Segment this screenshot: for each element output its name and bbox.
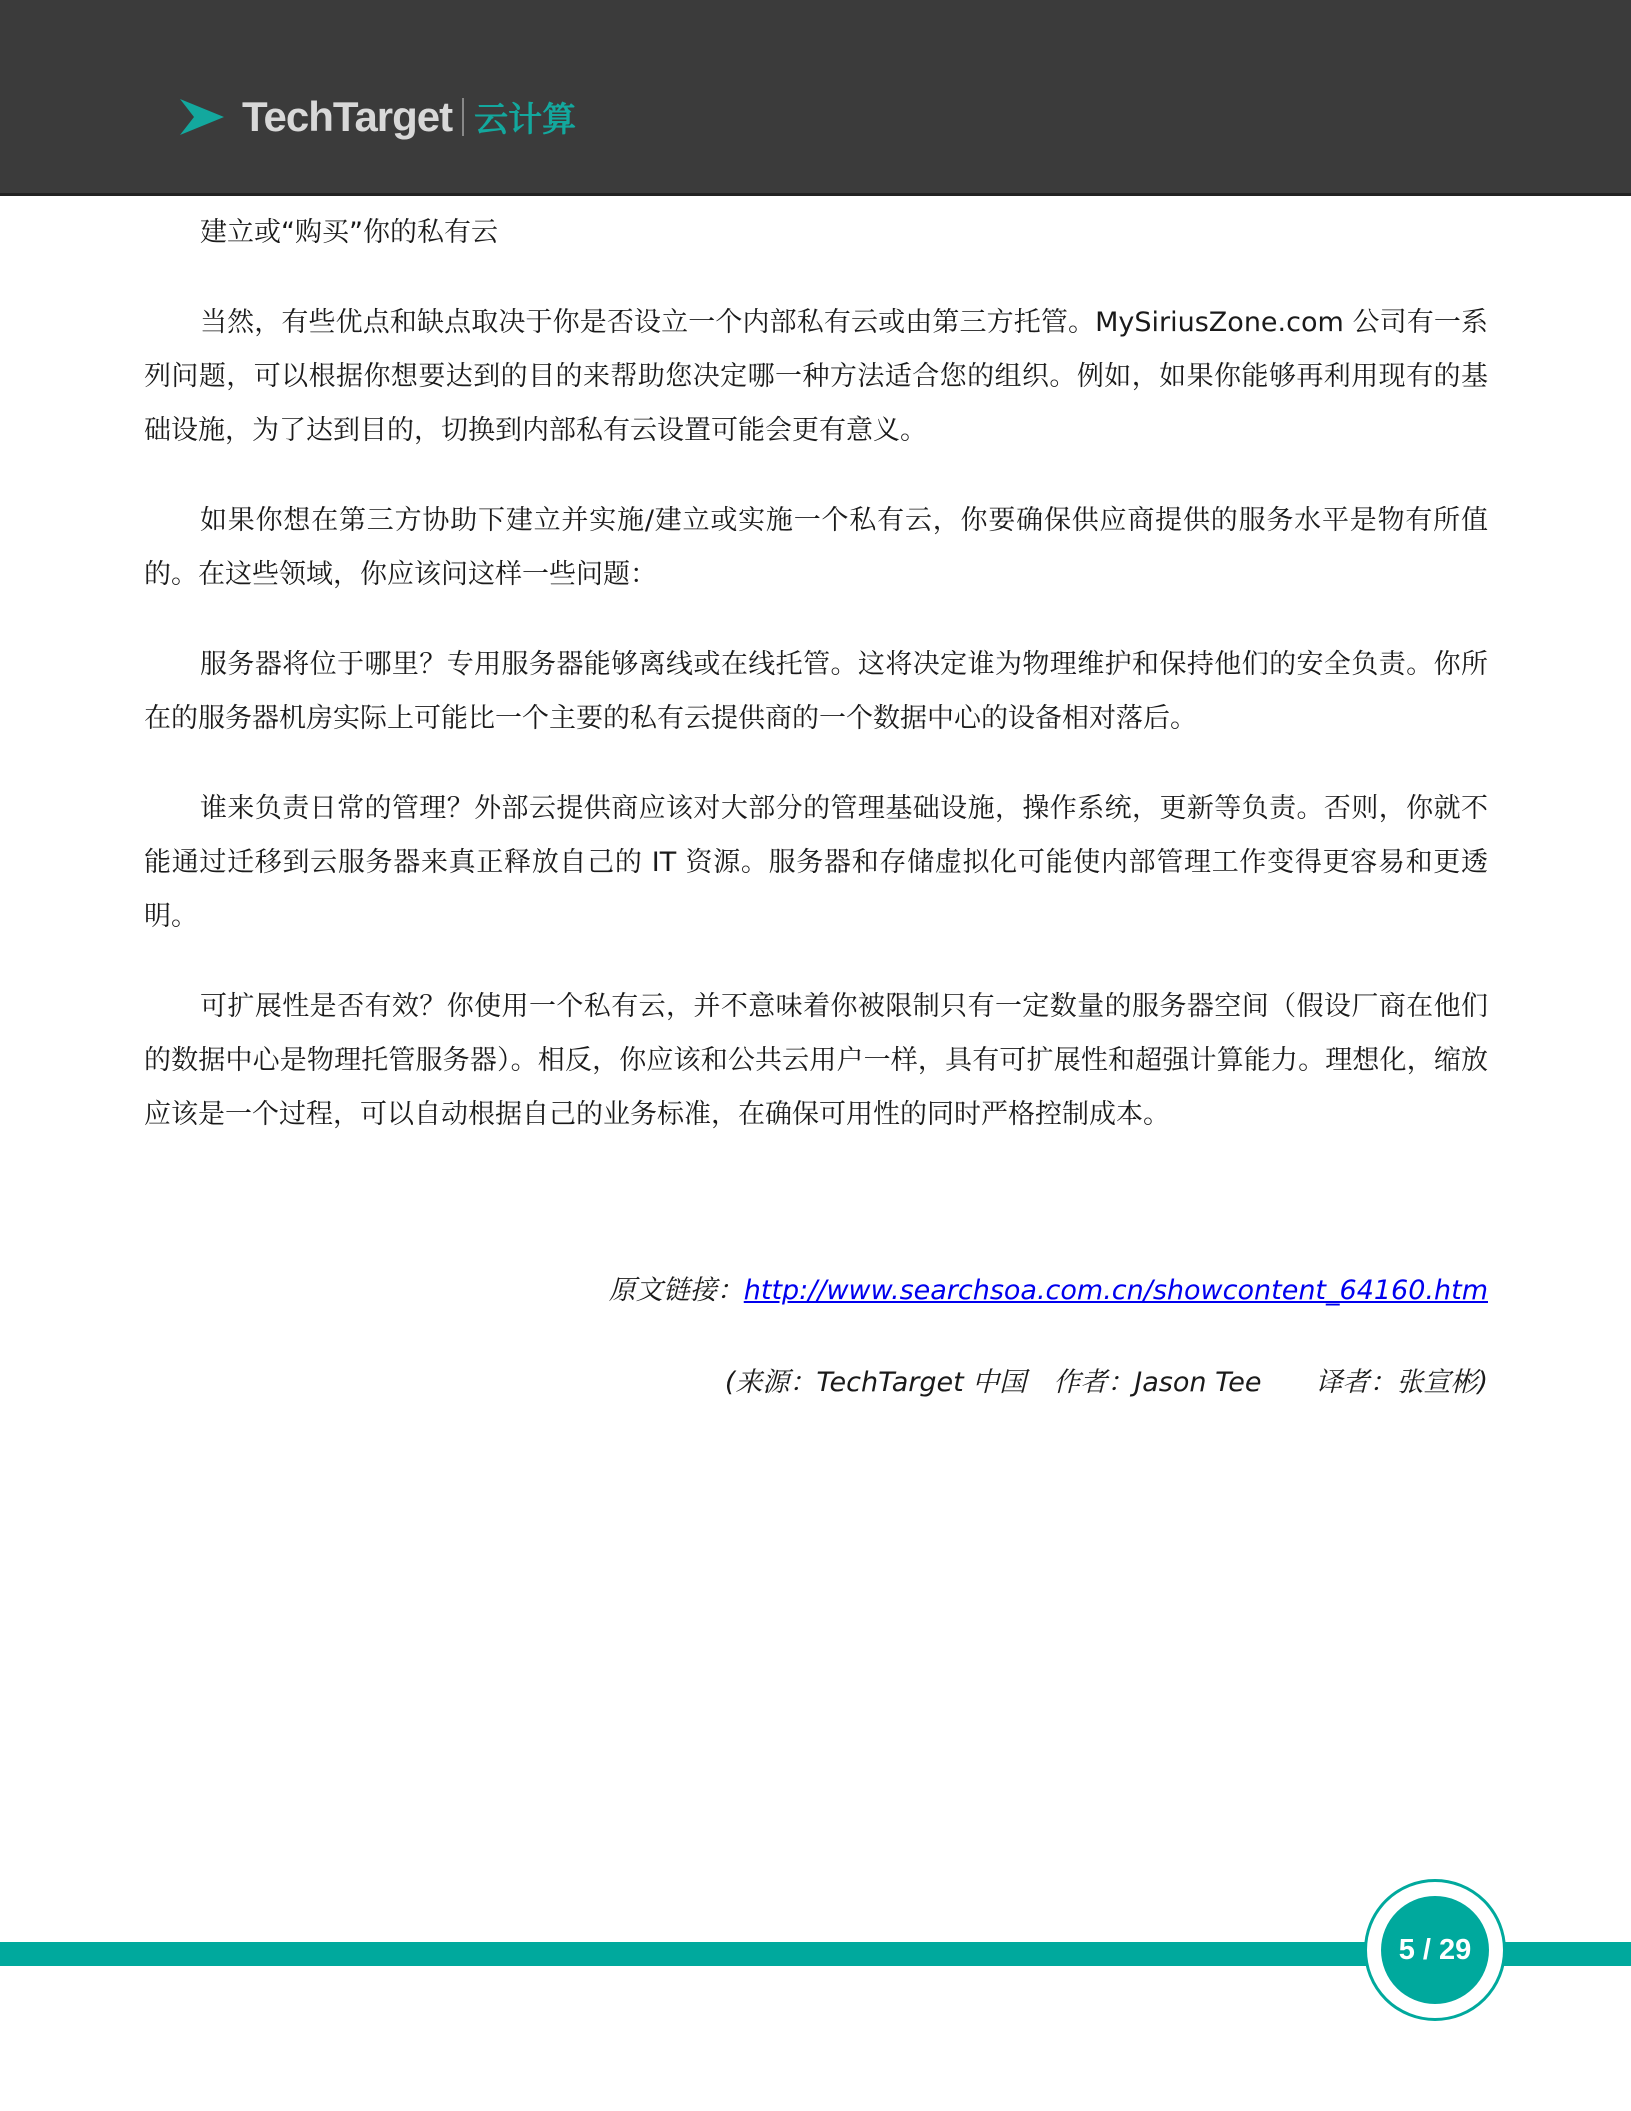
article-body [144,206,1488,1178]
techtarget-logo [180,92,576,141]
paragraph: 服务器将位于哪里？专用服务器能够离线或在线托管。这将决定谁为物理维护和保持他们的安全负责。你所在的服务器机房实际上可能比一个主要的私有云提供商的一个数据中心的设备相对落后。 [144,649,1488,734]
page-number: 5 / 29 [1381,1896,1489,2004]
paragraph: 可扩展性是否有效？你使用一个私有云，并不意味着你被限制只有一定数量的服务器空间（假设厂商在他们的数据中心是物理托管服务器）。相反，你应该和公共云用户一样，具有可扩展性和超强计算能力。理想化，缩放应该是一个过程，可以自动根据自己的业务标准，在确保可用性的同时严格控制成本。 [144,991,1488,1130]
logo-divider [462,98,464,136]
source-link[interactable]: http://www.searchsoa.com.cn/showcontent_64160.htm [743,1275,1488,1306]
logo-section: 云计算 [474,100,577,140]
paragraph: 如果你想在第三方协助下建立并实施/建立或实施一个私有云，你要确保供应商提供的服务水平是物有所值的。在这些领域，你应该问这样一些问题： [144,505,1488,590]
arrow-logo-icon [180,99,224,135]
paragraph: 当然，有些优点和缺点取决于你是否设立一个内部私有云或由第三方托管。MySiriusZone.com 公司有一系列问题，可以根据你想要达到的目的来帮助您决定哪一种方法适合您的组织。例如，如果你能够再利用现有的基础设施，为了达到目的，切换到内部私有云设置可能会更有意义。 [144,307,1488,446]
credits: (来源：TechTarget 中国 作者：Jason Tee 译者：张宣彬) [724,1367,1488,1398]
source-link-line [609,1268,1488,1307]
section-heading: 建立或“购买”你的私有云 [200,217,498,248]
source-link-label: 原文链接： [608,1275,744,1306]
paragraph: 谁来负责日常的管理？外部云提供商应该对大部分的管理基础设施，操作系统，更新等负责。否则，你就不能通过迁移到云服务器来真正释放自己的 IT 资源。服务器和存储虚拟化可能使内部管理工作变得更容易和更透明。 [144,793,1488,932]
page-header [0,0,1631,196]
logo-brand: TechTarget [242,92,453,140]
page-number-badge [1364,1879,1506,2021]
